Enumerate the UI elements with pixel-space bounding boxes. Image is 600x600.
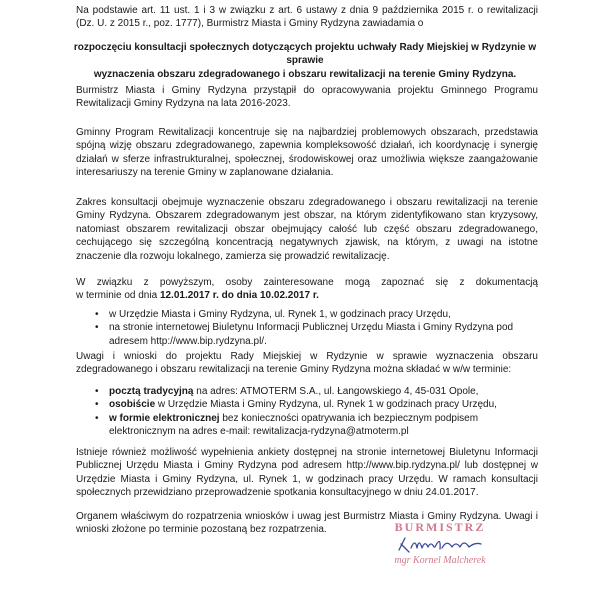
paragraph-consultation-scope: Zakres konsultacji obejmuje wyznaczenie obszaru zdegradowanego i obszaru rewitalizacji na terenie Gminy Rydzyna. Obszarem zdegradowanym jest obszar, na którym zidentyfikowano stan kryzysowy, natomiast obszarem rewitalizacji obszar obejmujący całość lub część obszaru zdegradowanego, cechującego się szczególną koncentracją negatywnych zjawisk, na którym, z uwagi na istotne znaczenie dla rozwoju lokalnego, zamierza się prowadzić rewitalizację. — [76, 197, 538, 262]
intro-line-2: (Dz. U. z 2015 r., poz. 1777), Burmistrz Miasta i Gminy Rydzyna zawiadamia o — [76, 18, 424, 30]
document-heading — [70, 41, 540, 81]
heading-line-2: wyznaczenia obszaru zdegradowanego i obszaru rewitalizacji na terenie Gminy Rydzyna. — [93, 68, 517, 80]
start-date: 12.01.2017 r. — [159, 290, 219, 302]
list-item — [92, 398, 538, 411]
documentation-locations-list — [92, 308, 538, 348]
bullet-icon: • — [95, 309, 99, 320]
stamp-title: BURMISTRZ — [394, 520, 486, 534]
list-item-text: na stronie internetowej Biuletynu Informacji Publicznej Urzędu Miasta i Gminy Rydzyna pod adresem http://www.bip.rydzyna.pl/. — [109, 322, 514, 347]
documentation-prefix: w terminie od dnia — [76, 290, 160, 302]
list-item — [92, 385, 538, 398]
paragraph-documentation — [76, 276, 538, 303]
submission-method-detail: na adres: ATMOTERM S.A., ul. Łangowskiego 4, 45-031 Opole, — [193, 386, 479, 397]
paragraph-program-start: Burmistrz Miasta i Gminy Rydzyna przystąpił do opracowywania projektu Gminnego Programu Rewitalizacji Gminy Rydzyna na lata 2016-2023. — [76, 85, 538, 110]
list-item — [92, 412, 538, 439]
submission-method-detail: w Urzędzie Miasta i Gminy Rydzyna, ul. Rynek 1 w godzinach pracy Urzędu, — [155, 399, 497, 411]
heading-line-1: rozpoczęciu konsultacji społecznych dotyczących projektu uchwały Rady Miejskiej w Rydzynie w sprawie — [73, 42, 537, 67]
handwritten-signature — [395, 532, 490, 558]
bullet-icon: • — [95, 386, 99, 397]
paragraph-comments-submission: Uwagi i wnioski do projektu Rady Miejskiej w Rydzynie w sprawie wyznaczenia obszaru zdegradowanego i obszaru rewitalizacji na terenie Gminy Rydzyna można składać w w/w terminie: — [76, 351, 538, 376]
list-item-text: w Urzędzie Miasta i Gminy Rydzyna, ul. Rynek 1, w godzinach pracy Urzędu, — [109, 309, 451, 320]
paragraph-survey: Istnieje również możliwość wypełnienia ankiety dostępnej na stronie internetowej Biuletynu Informacji Publicznej Urzędu Miasta i Gminy Rydzyna pod adresem http://www.bip.rydzyna.pl/ lub dostępnej w Urzędzie Miasta i Gminy Rydzyna, ul. Rynek 1, w godzinach pracy Urzędu. W ramach konsultacji społecznych przewidziano przeprowadzenie spotkania konsultacyjnego w dniu 24.01.2017. — [76, 447, 538, 499]
stamp-name: mgr Kornel Malcherek — [394, 555, 486, 566]
documentation-suffix: r. — [310, 290, 319, 302]
documentation-mid: do dnia — [218, 290, 260, 302]
end-date: 10.02.2017 — [260, 290, 311, 302]
bullet-icon: • — [95, 412, 99, 424]
documentation-line-1: W związku z powyższym, osoby zainteresowane mogą zapoznać się z dokumentacją — [76, 277, 538, 288]
bullet-icon: • — [95, 322, 99, 334]
list-item — [92, 321, 538, 348]
submission-method-name: osobiście — [109, 399, 156, 411]
submission-method-name: w formie elektronicznej — [109, 412, 220, 424]
intro-line-1: Na podstawie art. 11 ust. 1 i 3 w związku z art. 6 ustawy z dnia 9 października 2015 r. o rewitalizacji — [76, 5, 538, 16]
submission-method-detail: bez konieczności opatrywania ich bezpiecznym podpisem elektronicznym na adres e-mail: rewitalizacja-rydzyna@atmoterm.pl — [109, 412, 479, 438]
submission-method-name: pocztą tradycyjną — [109, 386, 194, 397]
list-item — [92, 308, 538, 321]
bullet-icon: • — [95, 399, 99, 411]
intro-paragraph — [76, 4, 538, 31]
paragraph-authority: Organem właściwym do rozpatrzenia wniosków i uwag jest Burmistrz Miasta i Gminy Rydzyna. Uwagi i wnioski złożone po terminie pozostaną bez rozpatrzenia. — [76, 511, 538, 536]
submission-methods-list — [92, 385, 538, 439]
paragraph-program-description: Gminny Program Rewitalizacji koncentruje się na najbardziej problemowych obszarach, przedstawia spójną wizję obszaru zdegradowanego, zapewnia kompleksowość działań, ich koordynację i synergię działań w sferze infrastrukturalnej, społecznej, środowiskowej oraz umożliwia większe zaangażowanie interesariuszy na terenie Gminy w zaplanowane działania. — [76, 127, 538, 179]
